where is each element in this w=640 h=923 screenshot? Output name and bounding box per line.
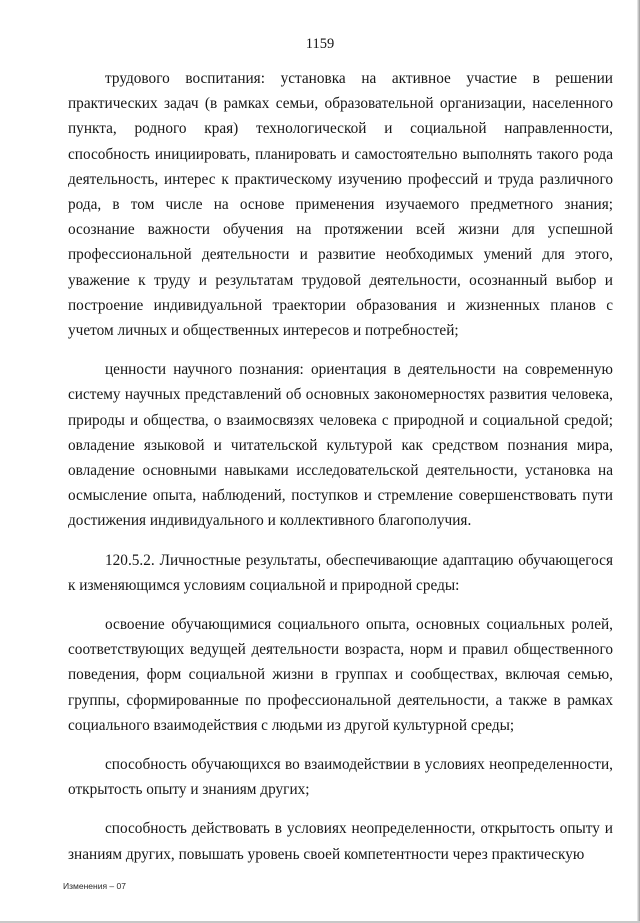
footer-revision-note: Изменения – 07 — [63, 881, 126, 891]
paragraph-act-in-uncertainty: способность действовать в условиях неопределенности, открытость опыту и знаниям других, повышать уровень своей компетентности через практическую — [68, 820, 613, 863]
paragraph-labor-education: трудового воспитания: установка на активное участие в решении практических задач (в рамках семьи, образовательной организации, населенного пункта, родного края) технологической и социальной направленности, способность инициировать, планировать и самостоятельно выполнять такого рода деятельность, интерес к практическому изучению профессий и труда различного рода, в том числе на основе применения изучаемого предметного знания; осознание важности обучения на протяжении всей жизни для успешной профессиональной деятельности и развитие необходимых умений для этого, уважение к труду и результатам трудовой деятельности, осознанный выбор и построение индивидуальной траектории образования и жизненных планов с учетом личных и общественных интересов и потребностей; — [68, 70, 613, 340]
paragraph-scientific-knowledge: ценности научного познания: ориентация в деятельности на современную систему научных представлений об основных закономерностях развития человека, природы и общества, о взаимосвязях человека с природной и социальной средой; овладение языковой и читательской культурой как средством познания мира, овладение основными навыками исследовательской деятельности, установка на осмысление опыта, наблюдений, поступков и стремление совершенствовать пути достижения индивидуального и коллективного благополучия. — [68, 361, 613, 530]
paragraph-uncertainty-interaction: способность обучающихся во взаимодействии в условиях неопределенности, открытость опыту и знаниям других; — [68, 756, 613, 799]
page-number: 1159 — [305, 36, 335, 52]
paragraph-section-120-5-2: 120.5.2. Личностные результаты, обеспечивающие адаптацию обучающегося к изменяющимся условиям социальной и природной среды: — [68, 551, 613, 594]
paragraph-social-experience: освоение обучающимися социального опыта, основных социальных ролей, соответствующих ведущей деятельности возраста, норм и правил общественного поведения, форм социальной жизни в группах и сообществах, включая семью, группы, сформированные по профессиональной деятельности, а также в рамках социального взаимодействия с людьми из другой культурной среды; — [68, 616, 613, 734]
document-body — [68, 66, 613, 867]
